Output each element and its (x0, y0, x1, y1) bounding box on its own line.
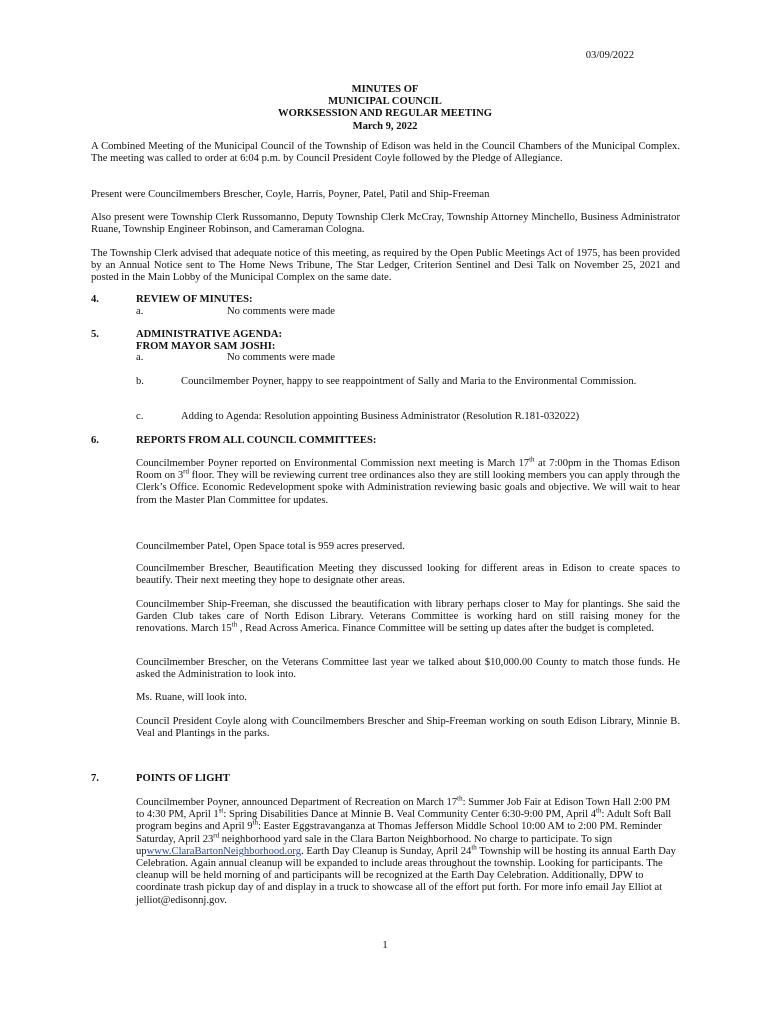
text-run: : Summer Job Fair at Edison Town Hall 2:00 PM to 4:30 PM, April 1 (136, 797, 671, 821)
superscript: st (218, 806, 224, 815)
header-line-3: WORKSESSION AND REGULAR MEETING (278, 108, 492, 120)
text-run: . Earth Day Cleanup is Sunday, April 24 (301, 845, 472, 857)
intro-paragraph-present: Present were Councilmembers Brescher, Coyle, Harris, Poyner, Patel, Patil and Ship-Freeman (91, 189, 490, 200)
section-4-title: REVIEW OF MINUTES: (136, 294, 253, 305)
document-date: 03/09/2022 (585, 50, 634, 61)
page-number: 1 (382, 940, 388, 951)
intro-paragraph-meeting: A Combined Meeting of the Municipal Council of the Township of Edison was held in the Council Chambers of the Municipal Complex. The meeting was called to order at 6:04 p.m. by Council President Coyle followed by the Pledge of Allegiance. (91, 141, 680, 165)
section-6-number: 6. (91, 435, 99, 446)
section-7-title: POINTS OF LIGHT (136, 773, 230, 784)
text-run: floor. They will be reviewing current tree ordinances also they are still looking members you can apply through the Clerk’s Office. Economic Redevelopment spoke with Administration reviewing basic goals and objective. We will wait to hear from the Master Plan Committee for updates. (136, 470, 680, 506)
superscript: th (231, 620, 238, 629)
section-6-open-space-paragraph: Councilmember Patel, Open Space total is 959 acres preserved. (136, 541, 405, 552)
section-7-number: 7. (91, 773, 99, 784)
intro-paragraph-also-present: Also present were Township Clerk Russomanno, Deputy Township Clerk McCray, Township Attorney Minchello, Business Administrator Ruane, Township Engineer Robinson, and Cameraman Cologna. (91, 212, 680, 236)
superscript: rd (183, 467, 189, 476)
section-6-environmental-paragraph (136, 455, 680, 507)
text-run: : Easter Eggstravanganza at Thomas Jefferson Middle School 10:00 AM to 2:00 PM. Reminder Saturday, April 23 (136, 821, 662, 845)
section-7-points-of-light-paragraph (136, 794, 680, 907)
section-4-item-a-text: No comments were made (227, 306, 335, 317)
section-5-title (136, 329, 282, 353)
section-6-ship-freeman-paragraph (136, 599, 680, 636)
intro-paragraph-notice: The Township Clerk advised that adequate notice of this meeting, as required by the Open Public Meetings Act of 1975, has been provided by an Annual Notice sent to The Home News Tribune, The Star Ledger, Criterion Sentinel and Desi Talk on November 25, 2021 and posted in the Main Lobby of the Municipal Complex on the same date. (91, 248, 680, 284)
text-run: Councilmember Ship-Freeman, she discussed the beautification with library perhaps closer to May for plantings. She said the Garden Club takes care of North Edison Library. Veterans Committee is working hard on still raising money for the renovations. March 15 (136, 599, 680, 635)
text-run: , Read Across America. Finance Committee will be setting up dates after the budget is completed. (237, 623, 654, 635)
superscript: th (529, 455, 535, 464)
section-6-veterans-paragraph: Councilmember Brescher, on the Veterans Committee last year we talked about $10,000.00 County to match those funds. He asked the Administration to look into. (136, 657, 680, 681)
clara-barton-link[interactable]: www.ClaraBartonNeighborhood.org (146, 845, 302, 857)
superscript: th (252, 818, 258, 827)
header-line-4: March 9, 2022 (352, 120, 418, 132)
superscript: th (457, 794, 463, 803)
text-run: Township will be hosting its annual Earth Day Celebration. Again annual cleanup will be expanded to include areas throughout the township. Looking for participants. The cleanup will be held morning of and participants will be recognized at the Earth Day Celebration. Additionally, DPW to coordinate trash pickup day of and display in a truck to showcase all of the effort put forth. For more info email Jay Elliot at jelliot@edisonnj.gov. (136, 845, 676, 906)
section-5-item-a-letter: a. (136, 352, 144, 363)
section-5-item-b-letter: b. (136, 376, 144, 387)
section-5-item-c-letter: c. (136, 411, 144, 422)
section-5-item-c-text: Adding to Agenda: Resolution appointing Business Administrator (Resolution R.181-032022) (181, 411, 580, 422)
section-6-title: REPORTS FROM ALL COUNCIL COMMITTEES: (136, 435, 377, 446)
section-4-item-a-letter: a. (136, 306, 144, 317)
section-4-number: 4. (91, 294, 99, 305)
section-6-coyle-paragraph: Council President Coyle along with Councilmembers Brescher and Ship-Freeman working on south Edison Library, Minnie B. Veal and Plantings in the parks. (136, 716, 680, 740)
superscript: th (596, 806, 602, 815)
section-5-number: 5. (91, 329, 99, 340)
text-run: : Adult Soft Ball program begins and April 9 (136, 809, 672, 833)
text-run: at 7:00pm in the Thomas Edison Room on 3 (136, 458, 680, 482)
superscript: rd (213, 831, 220, 840)
section-5-title-line-2: FROM MAYOR SAM JOSHI: (136, 341, 276, 353)
superscript: th (471, 843, 477, 852)
text-run: neighborhood yard sale in the Clara Barton Neighborhood. No charge to participate. To sign up (136, 833, 613, 857)
text-run: : Spring Disabilities Dance at Minnie B. Veal Community Center 6:30-9:00 PM, April 4 (223, 809, 596, 821)
section-5-item-a-text: No comments were made (227, 352, 335, 363)
header-line-1: MINUTES OF (351, 84, 419, 95)
minutes-header (0, 84, 770, 133)
section-6-beautification-paragraph: Councilmember Brescher, Beautification Meeting they discussed looking for different areas in Edison to create spaces to beautify. Their next meeting they hope to designate other areas. (136, 563, 680, 587)
section-5-item-b-text: Councilmember Poyner, happy to see reappointment of Sally and Maria to the Environmental Commission. (181, 376, 637, 387)
header-line-2: MUNICIPAL COUNCIL (328, 96, 442, 108)
section-6-ruane-paragraph: Ms. Ruane, will look into. (136, 692, 247, 703)
section-5-title-line-1: ADMINISTRATIVE AGENDA: (136, 329, 283, 340)
text-run: Councilmember Poyner reported on Environmental Commission next meeting is March 17 (136, 458, 530, 469)
text-run: Councilmember Poyner, announced Department of Recreation on March 17 (136, 797, 458, 808)
